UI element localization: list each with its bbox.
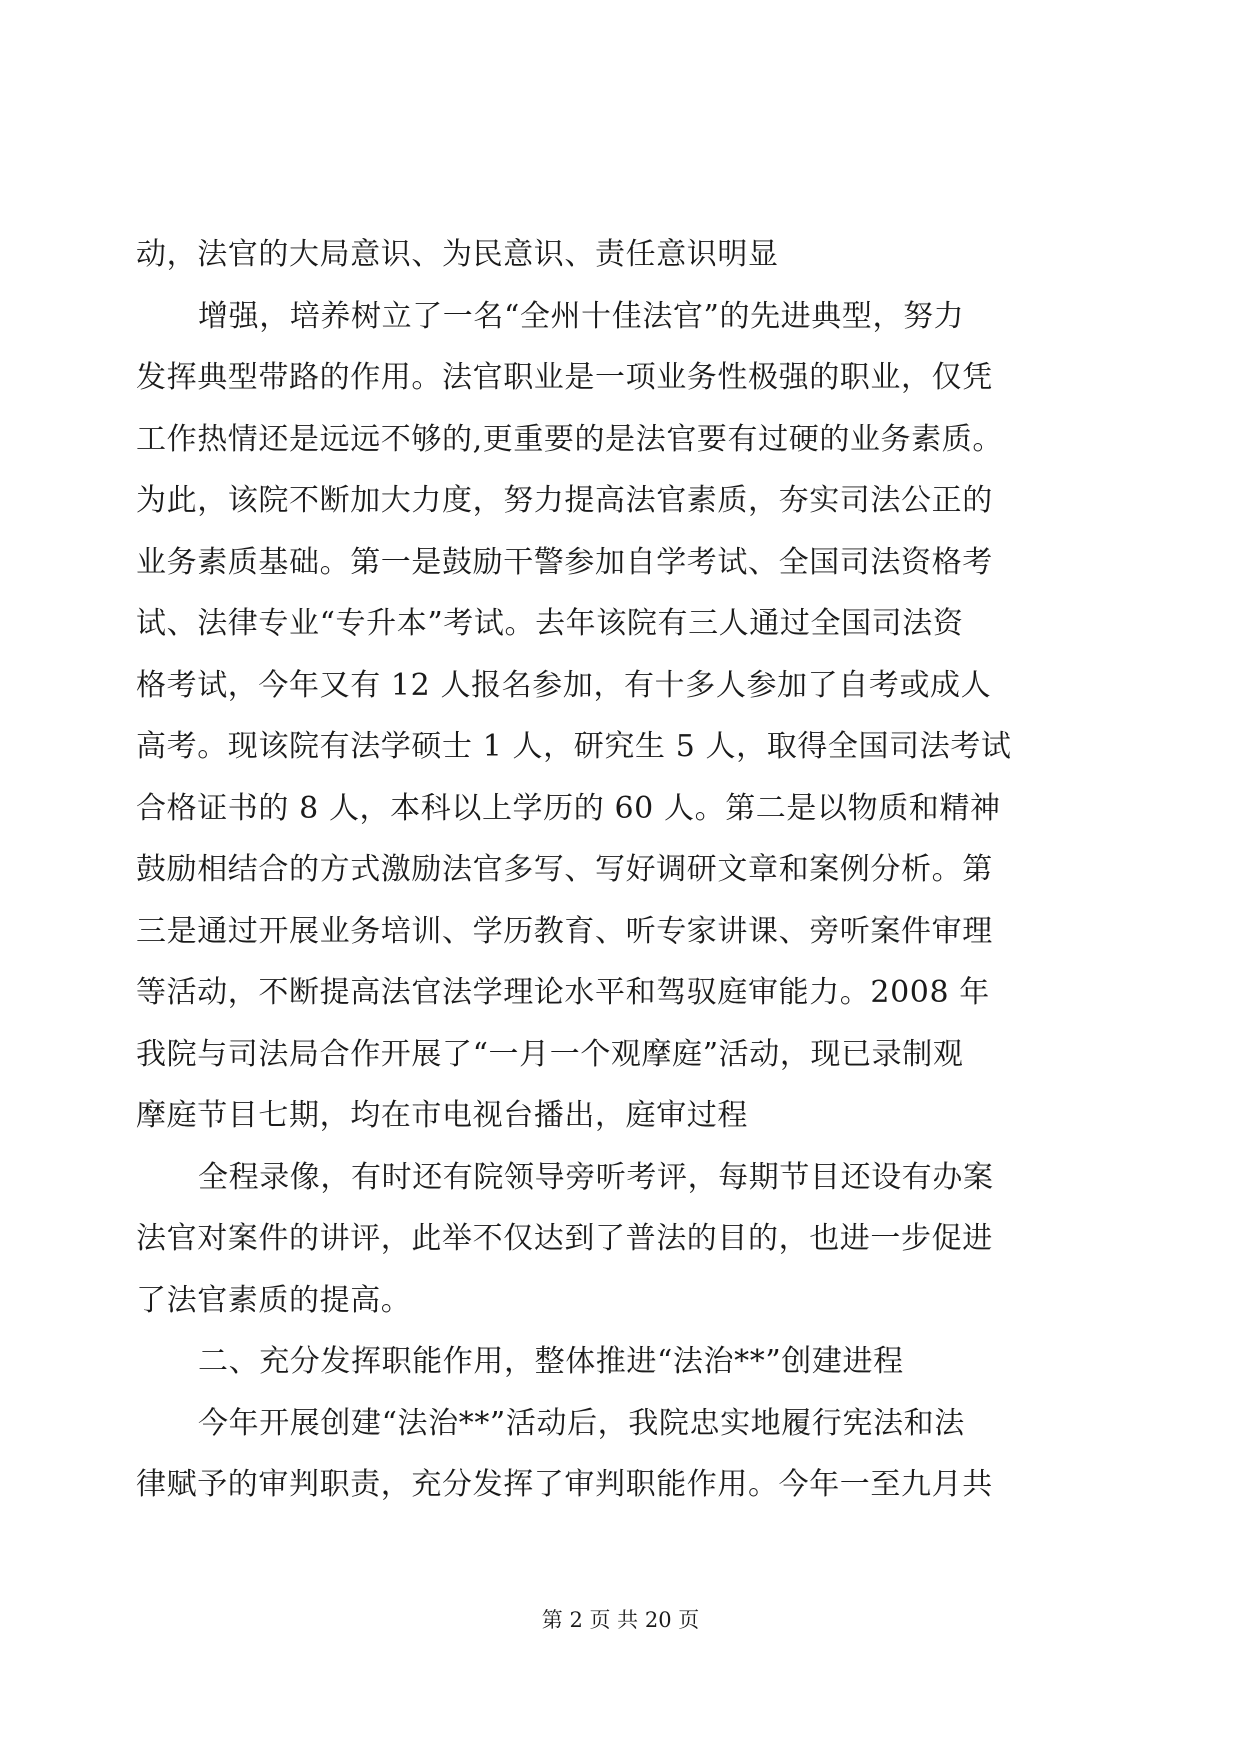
text-line: 三是通过开展业务培训、学历教育、听专家讲课、旁听案件审理: [136, 913, 993, 949]
text-line: 我院与司法局合作开展了“一月一个观摩庭”活动，现已录制观: [136, 1036, 964, 1072]
text-line: 律赋予的审判职责，充分发挥了审判职能作用。今年一至九月共: [136, 1467, 993, 1502]
text-line: 工作热情还是远远不够的,更重要的是法官要有过硬的业务素质。: [136, 421, 1003, 457]
text-line: 增强，培养树立了一名“全州十佳法官”的先进典型，努力: [198, 298, 965, 334]
text-line: 为此，该院不断加大力度，努力提高法官素质，夯实司法公正的: [136, 483, 993, 518]
text-line: 试、法律专业“专升本”考试。去年该院有三人通过全国司法资: [136, 606, 964, 641]
text-line: 全程录像，有时还有院领导旁听考评，每期节目还设有办案: [198, 1159, 994, 1195]
text-line: 二、充分发挥职能作用，整体推进“法治**”创建进程: [198, 1344, 904, 1379]
text-line: 了法官素质的提高。: [136, 1282, 412, 1318]
text-line: 摩庭节目七期，均在市电视台播出，庭审过程: [136, 1098, 748, 1133]
text-line: 发挥典型带路的作用。法官职业是一项业务性极强的职业，仅凭: [136, 360, 993, 395]
text-line: 合格证书的 8 人，本科以上学历的 60 人。第二是以物质和精神: [136, 790, 1001, 826]
text-line: 业务素质基础。第一是鼓励干警参加自学考试、全国司法资格考: [136, 544, 993, 580]
text-line: 鼓励相结合的方式激励法官多写、写好调研文章和案例分析。第: [136, 852, 993, 887]
document-body: [136, 224, 1096, 1516]
text-line: 法官对案件的讲评，此举不仅达到了普法的目的，也进一步促进: [136, 1221, 993, 1256]
text-line: 高考。现该院有法学硕士 1 人，研究生 5 人，取得全国司法考试: [136, 729, 1012, 764]
text-line: 等活动，不断提高法官法学理论水平和驾驭庭审能力。2008 年: [136, 975, 990, 1010]
text-line: 动，法官的大局意识、为民意识、责任意识明显: [136, 237, 779, 272]
text-line: 今年开展创建“法治**”活动后，我院忠实地履行宪法和法: [198, 1405, 965, 1441]
text-line: 格考试，今年又有 12 人报名参加，有十多人参加了自考或成人: [136, 667, 992, 703]
page-number-footer: 第 2 页 共 20 页: [541, 1608, 700, 1632]
